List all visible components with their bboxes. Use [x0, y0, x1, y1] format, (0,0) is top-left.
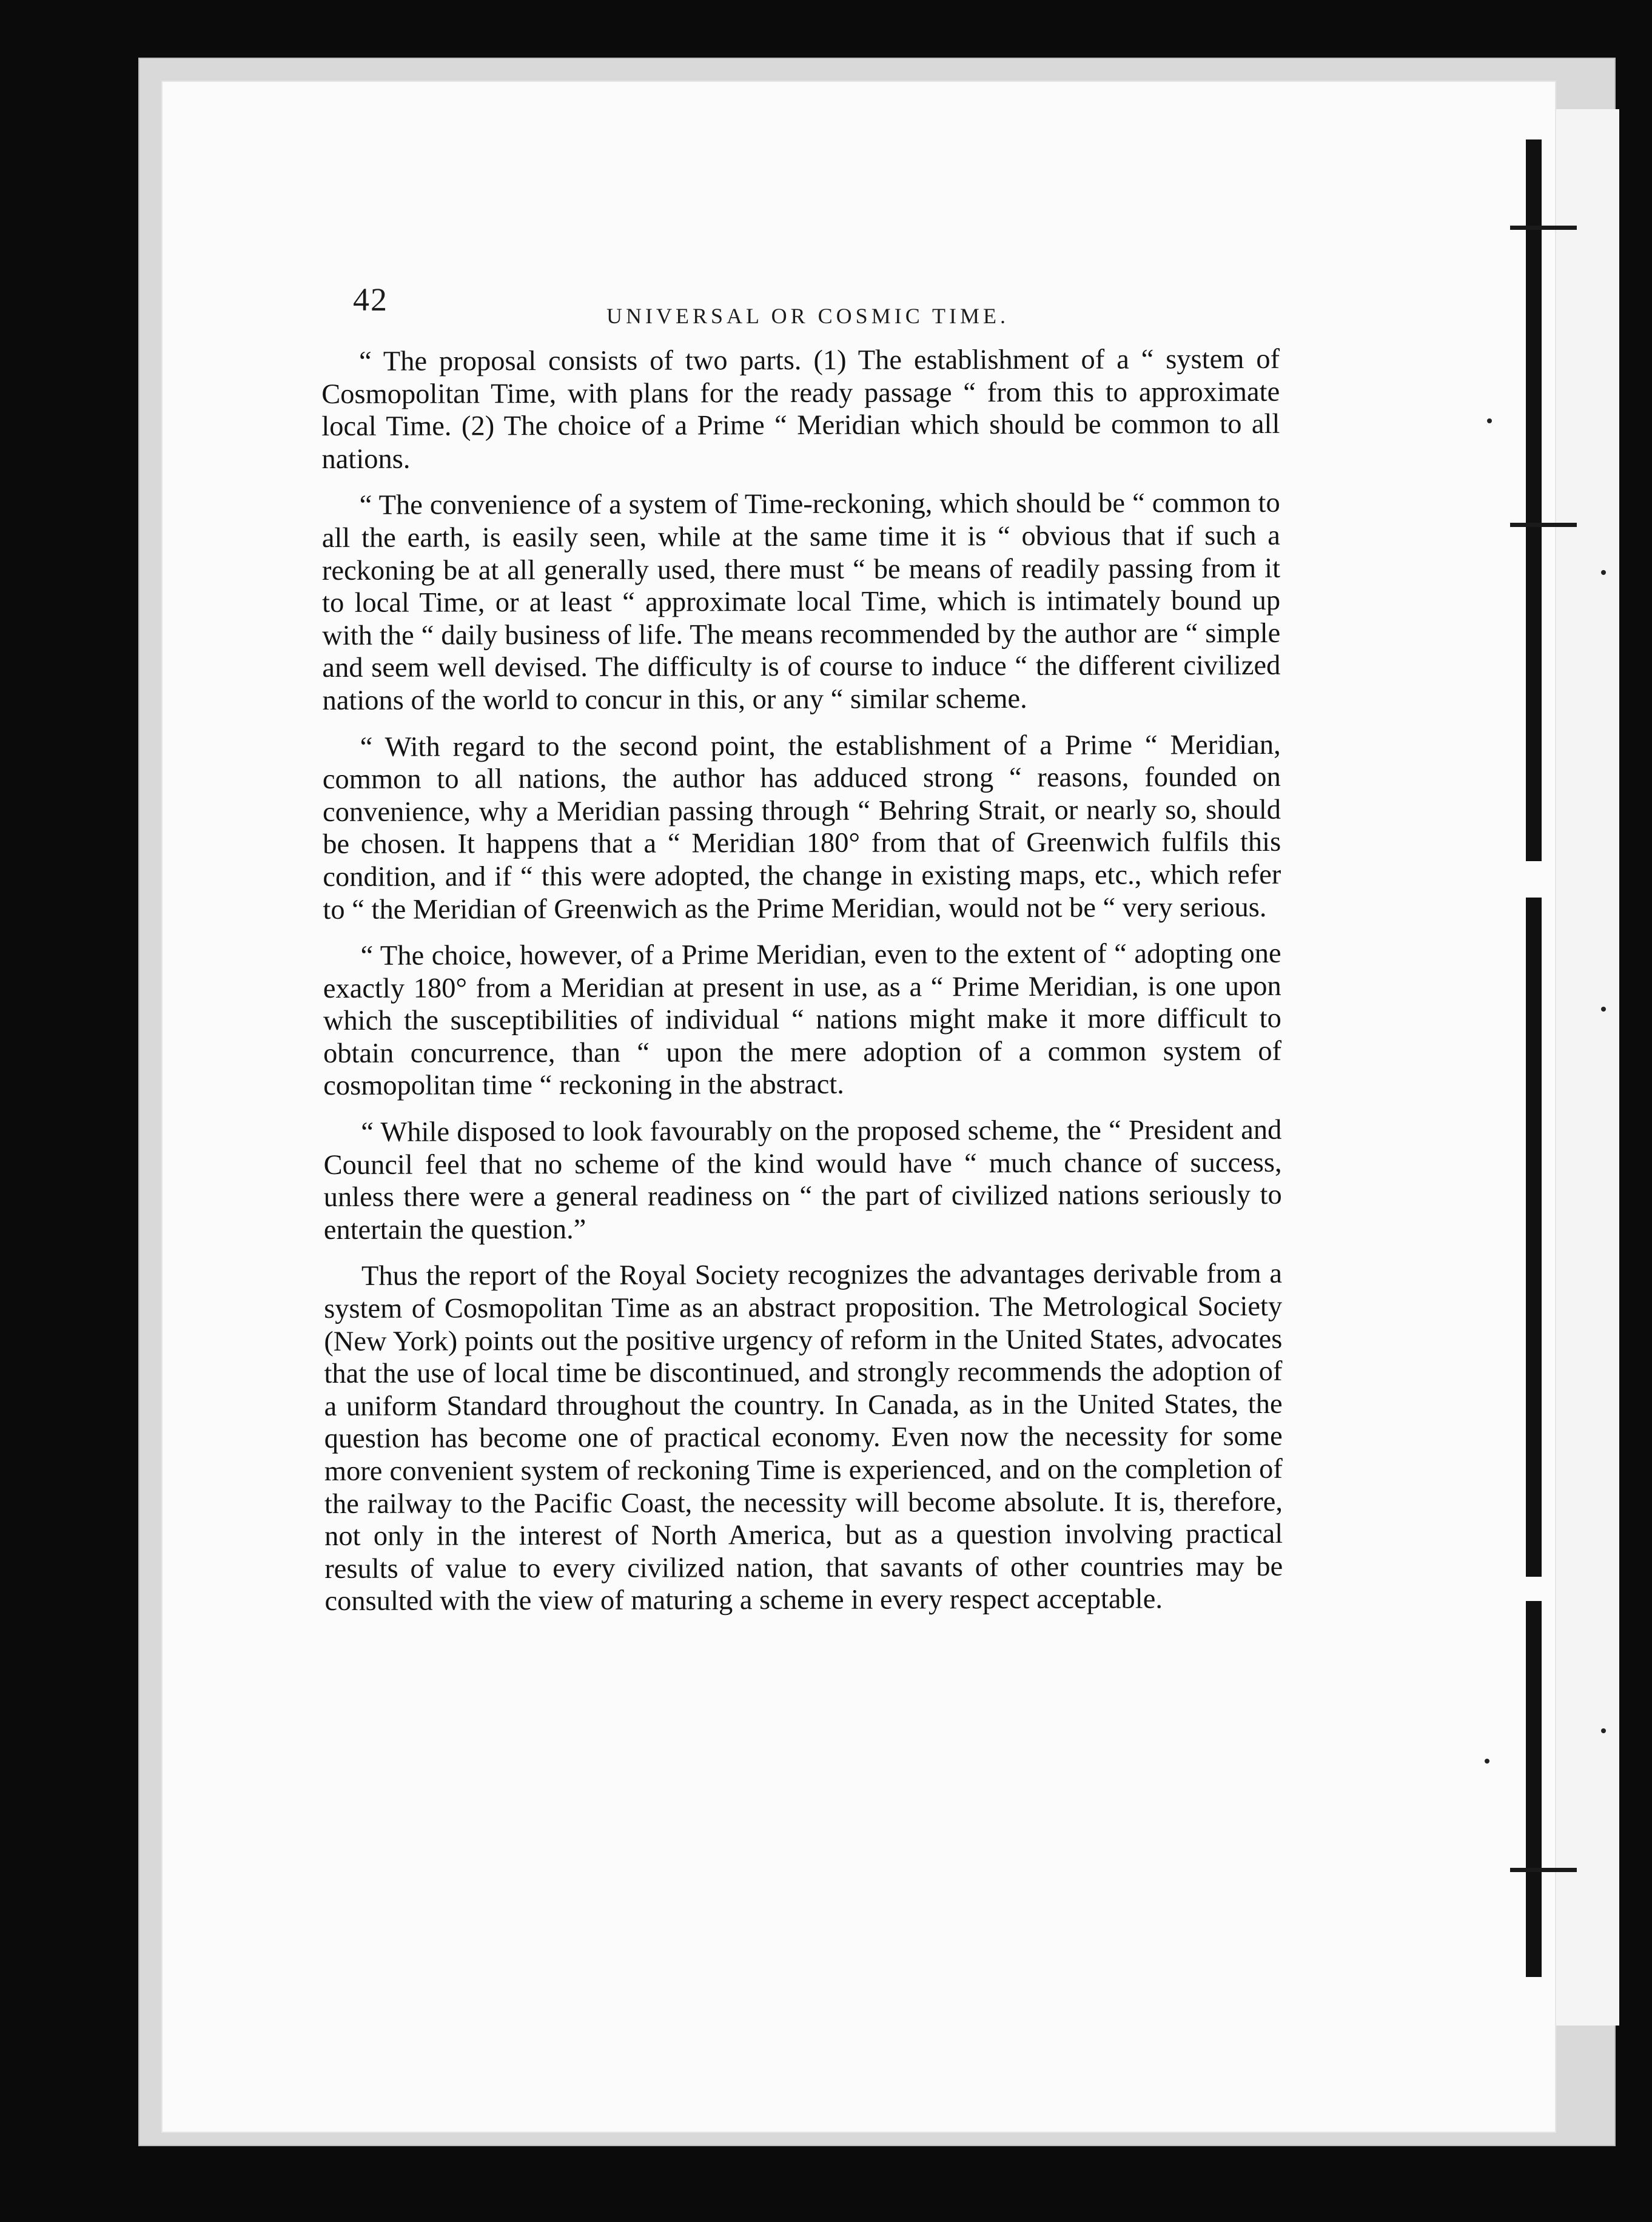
paragraph-royal-society-summary: Thus the report of the Royal Society recognizes the advantages derivable from a system of Cosmopolitan Time as an abstract proposition. The Metrological Society (New York) points out the positive urgency of reform in the United States, advocates that the use of local time be discontinued, and strongly recommends the adoption of a uniform Standard throughout the country. In Canada, as in the United States, the question has become one of practical economy. Even now the necessity for some more convenient system of reckoning Time is experienced, and on the completion of the railway to the Pacific Coast, the necessity will become absolute. It is, therefore, not only in the interest of North America, but as a question involving practical results of value to every civilized nation, that savants of other countries may be consulted with the view of maturing a scheme in every respect acceptable. [324, 1258, 1283, 1617]
paragraph-council: “ While disposed to look favourably on the proposed scheme, the “ President and Council feel that no scheme of the kind would have “ much chance of success, unless there were a general readiness on “ the part of civilized nations seriously to entertain the question.” [323, 1114, 1282, 1246]
paragraph-proposal: “ The proposal consists of two parts. (1) The establishment of a “ system of Cosmopolitan Time, with plans for the ready passage “ from this to approximate local Time. (2) The choice of a Prime “ Meridian which should be common to all nations. [321, 343, 1280, 475]
binding-thread-mark [1510, 523, 1577, 527]
binding-thread-mark [1510, 226, 1577, 230]
scan-speck [1601, 1007, 1606, 1012]
paragraph-convenience: “ The convenience of a system of Time-reckoning, which should be “ common to all the earth, is easily seen, while at the same time it is “ obvious that if such a reckoning be at all generally used, there must “ be means of readily passing from it to local Time, or at least “ approximate local Time, which is intimately bound up with the “ daily business of life. The means recommended by the author are “ simple and seem well devised. The difficulty is of course to induce “ the different civilized nations of the world to concur in this, or any “ similar scheme. [321, 488, 1281, 716]
page-number: 42 [353, 281, 388, 318]
scan-speck [1601, 570, 1606, 575]
paragraph-prime-meridian: “ With regard to the second point, the establishment of a Prime “ Meridian, common to all nations, the author has adduced strong “ reasons, founded on convenience, why a Meridian passing through “ Behring Strait, or nearly so, should be chosen. It happens that a “ Meridian 180° from that of Greenwich fulfils this condition, and if “ this were adopted, the change in existing maps, etc., which refer to “ the Meridian of Greenwich as the Prime Meridian, would not be “ very serious. [322, 729, 1281, 925]
scan-speck [1601, 1728, 1606, 1733]
binding-gap [1522, 1577, 1546, 1601]
scan-speck [1485, 1759, 1489, 1764]
paragraph-choice: “ The choice, however, of a Prime Meridian, even to the extent of “ adopting one exactly 180° from a Meridian at present in use, as a “ Prime Meridian, is one upon which the susceptibilities of individual “ nations might make it more difficult to obtain concurrence, than “ upon the mere adoption of a common system of cosmopolitan time “ reckoning in the abstract. [323, 938, 1282, 1102]
scan-speck [1487, 418, 1492, 423]
facing-page-edge [1548, 109, 1619, 2026]
binding-thread-mark [1510, 1868, 1577, 1872]
binding-shadow [1526, 139, 1542, 1977]
binding-gap [1522, 861, 1546, 898]
running-title: UNIVERSAL OR COSMIC TIME. [606, 304, 1010, 328]
body-text [321, 343, 1283, 1632]
